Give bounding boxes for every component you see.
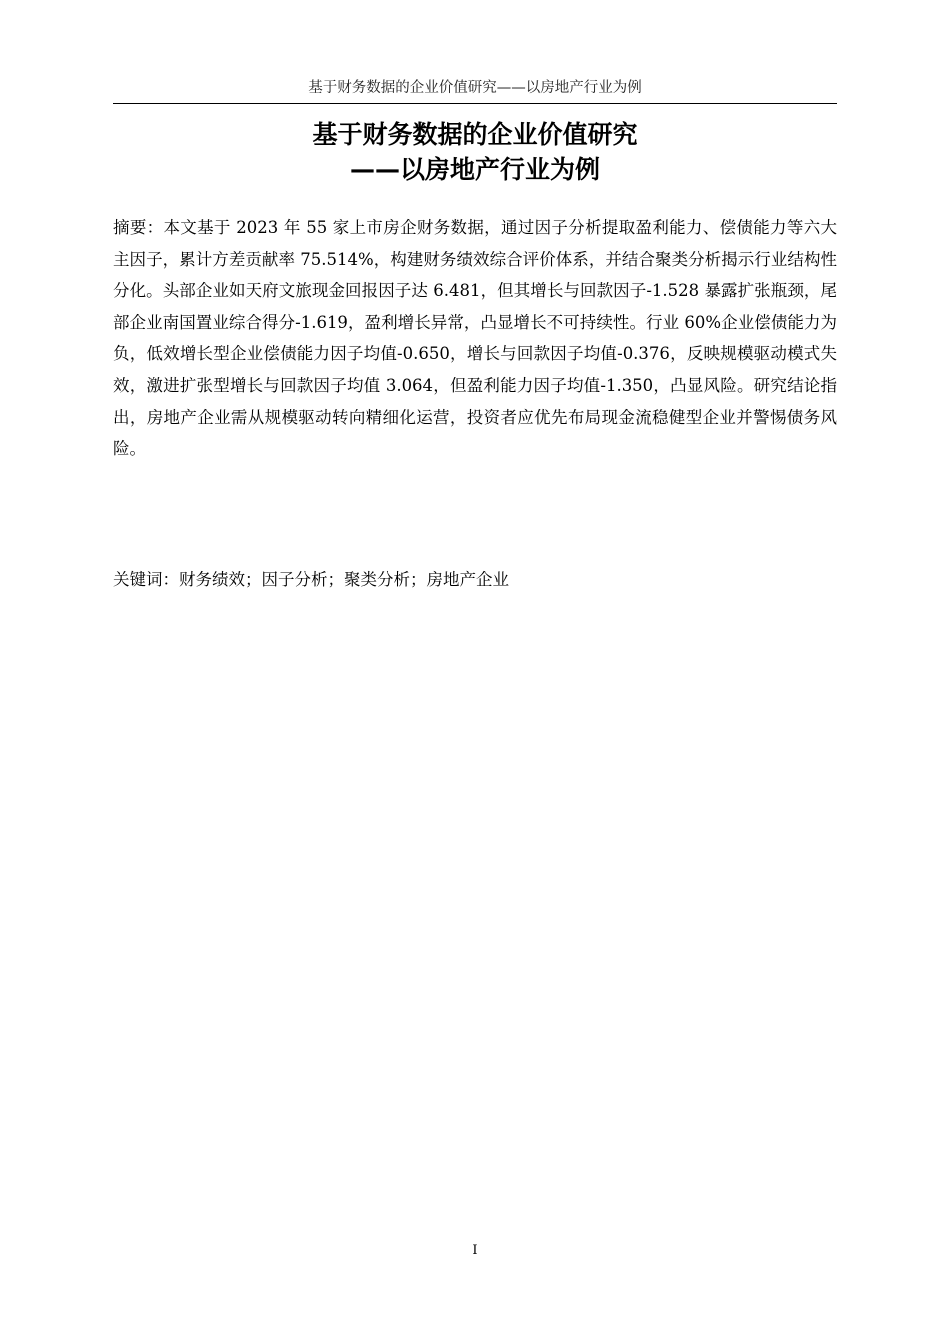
keywords-line: [113, 564, 837, 596]
title-line-2: ——以房地产行业为例: [349, 155, 600, 184]
keywords-label: 关键词：: [113, 570, 179, 589]
header-rule: [113, 103, 837, 104]
page-number: I: [472, 1243, 478, 1258]
running-header: 基于财务数据的企业价值研究——以房地产行业为例: [308, 80, 642, 96]
abstract-label: 摘要：: [113, 218, 164, 237]
abstract-paragraph: [113, 212, 837, 465]
keywords-text: 财务绩效；因子分析；聚类分析；房地产企业: [179, 570, 509, 589]
paper-title: [113, 117, 837, 187]
abstract-text: 本文基于 2023 年 55 家上市房企财务数据，通过因子分析提取盈利能力、偿债能力等六大主因子，累计方差贡献率 75.514%，构建财务绩效综合评价体系，并结合聚类分析揭示行业结构性分化。头部企业如天府文旅现金回报因子达 6.481，但其增长与回款因子-1.528 暴露扩张瓶颈，尾部企业南国置业综合得分-1.619，盈利增长异常，凸显增长不可持续性。行业 60%企业偿债能力为负，低效增长型企业偿债能力因子均值-0.650，增长与回款因子均值-0.376，反映规模驱动模式失效，激进扩张型增长与回款因子均值 3.064，但盈利能力因子均值-1.350，凸显风险。研究结论指出，房地产企业需从规模驱动转向精细化运营，投资者应优先布局现金流稳健型企业并警惕债务风险。: [113, 218, 838, 459]
title-line-1: 基于财务数据的企业价值研究: [312, 120, 638, 149]
